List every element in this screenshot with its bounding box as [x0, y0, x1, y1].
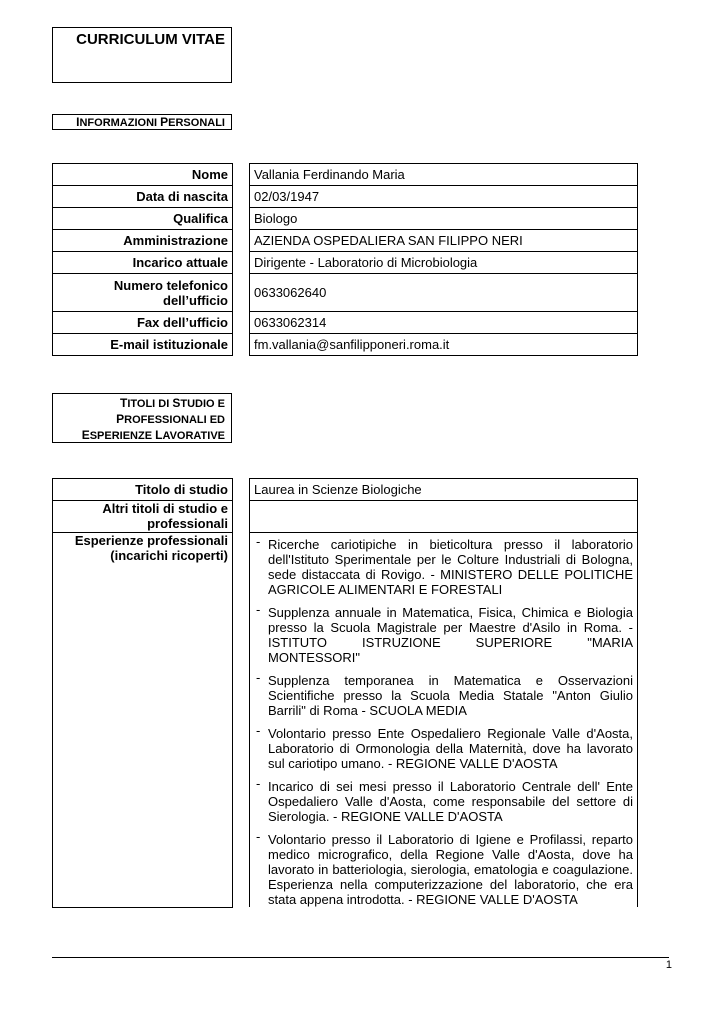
experience-text: Supplenza temporanea in Matematica e Osservazioni Scientifiche presso la Scuola Media Statale "Anton Giulio Barrili" di Roma - SCUOLA MEDIA: [268, 673, 633, 718]
field-label: E-mail istituzionale: [53, 334, 233, 356]
bullet-dash: -: [256, 723, 261, 738]
field-value: 0633062314: [250, 312, 638, 334]
field-label-line: (incarichi ricoperti): [110, 548, 228, 563]
sc-rest: ERSONALI: [168, 117, 225, 129]
field-value: Biologo: [250, 208, 638, 230]
field-label: [53, 533, 233, 908]
sc-cap: E: [81, 428, 90, 442]
sc-rest: DI: [155, 398, 173, 410]
section-personal-info-heading: [52, 114, 232, 130]
list-item: [254, 602, 633, 665]
sc-rest: AVORATIVE: [162, 430, 225, 442]
field-label-line: professionali: [147, 516, 228, 531]
sc-cap: P: [160, 115, 169, 129]
section-studies-heading: [52, 393, 232, 443]
experience-text: Volontario presso il Laboratorio di Igiene e Profilassi, reparto medico micrografico, della Regione Valle d'Aosta, dove ha lavorato in batteriologia, sierologia, ematologia e coagulazione. Esperienza nella computerizzazione del laboratorio, che era stata appena introdotta. - REGIONE VALLE D'AOSTA: [268, 832, 633, 907]
sc-cap: T: [119, 396, 128, 410]
sc-rest: TUDIO E: [180, 398, 225, 410]
table-row: [53, 312, 638, 334]
experience-list: [254, 533, 633, 907]
field-value: 0633062640: [250, 274, 638, 312]
list-item: [254, 534, 633, 597]
personal-info-table: [52, 163, 638, 356]
field-label: Incarico attuale: [53, 252, 233, 274]
field-label-line: dell’ufficio: [163, 292, 228, 308]
field-label: Titolo di studio: [53, 479, 233, 501]
sc-cap: S: [172, 396, 181, 410]
cv-title-box: [52, 27, 232, 83]
table-row: [53, 501, 638, 533]
table-row: [53, 274, 638, 312]
list-item: [254, 723, 633, 771]
studies-table: [52, 478, 638, 908]
sc-cap: P: [116, 412, 125, 426]
sc-rest: ROFESSIONALI ED: [124, 414, 225, 426]
field-label-line: Altri titoli di studio e: [102, 501, 228, 516]
sc-rest: ITOLI: [127, 398, 156, 410]
page-number: 1: [665, 959, 672, 971]
list-item: [254, 776, 633, 824]
experience-text: Incarico di sei mesi presso il Laboratorio Centrale dell' Ente Ospedaliero Valle d'Aosta, come responsabile del settore di Sierologia. - REGIONE VALLE D'AOSTA: [268, 779, 633, 824]
field-value: AZIENDA OSPEDALIERA SAN FILIPPO NERI: [250, 230, 638, 252]
field-label: Data di nascita: [53, 186, 233, 208]
table-row: [53, 334, 638, 356]
bullet-dash: -: [256, 602, 261, 617]
field-value: 02/03/1947: [250, 186, 638, 208]
field-value: Dirigente - Laboratorio di Microbiologia: [250, 252, 638, 274]
experience-text: Volontario presso Ente Ospedaliero Regionale Valle d'Aosta, Laboratorio di Ormonologia della Maternità, dove ha lavorato sul cariotipo umano. - REGIONE VALLE D'AOSTA: [268, 726, 633, 771]
table-row: [53, 252, 638, 274]
sc-cap: L: [155, 428, 163, 442]
table-row: [53, 230, 638, 252]
field-label: Nome: [53, 164, 233, 186]
field-value: fm.vallania@sanfilipponeri.roma.it: [250, 334, 638, 356]
table-row: [53, 186, 638, 208]
field-value: Laurea in Scienze Biologiche: [250, 479, 638, 501]
footer-rule: [52, 957, 669, 958]
list-item: [254, 670, 633, 718]
list-item: [254, 829, 633, 907]
table-row: [53, 533, 638, 908]
sc-cap: I: [76, 115, 80, 129]
table-row: [53, 164, 638, 186]
bullet-dash: -: [256, 776, 261, 791]
cv-title: CURRICULUM VITAE: [76, 31, 225, 48]
table-row: [53, 479, 638, 501]
table-row: [53, 208, 638, 230]
field-label-line: Esperienze professionali: [74, 533, 228, 548]
field-label: Fax dell’ufficio: [53, 312, 233, 334]
sc-rest: SPERIENZE: [89, 430, 156, 442]
field-label: Amministrazione: [53, 230, 233, 252]
field-label-line: Numero telefonico: [113, 277, 228, 293]
bullet-dash: -: [256, 670, 261, 685]
experience-text: Supplenza annuale in Matematica, Fisica, Chimica e Biologia presso la Scuola Magistrale per Maestre d'Asilo in Roma. - ISTITUTO ISTRUZIONE SUPERIORE "MARIA MONTESSORI": [268, 605, 633, 665]
bullet-dash: -: [256, 829, 261, 844]
bullet-dash: -: [256, 534, 261, 549]
sc-rest: NFORMAZIONI: [79, 117, 158, 129]
experiences-cell: [250, 533, 638, 908]
experience-text: Ricerche cariotipiche in bieticoltura presso il laboratorio dell'Istituto Sperimentale per le Colture Industriali di Bologna, sede distaccata di Rovigo. - MINISTERO DELLE POLITICHE AGRICOLE ALIMENTARI E FORESTALI: [268, 537, 633, 597]
field-value: Vallania Ferdinando Maria: [250, 164, 638, 186]
field-label: [53, 501, 233, 533]
field-label: [53, 274, 233, 312]
field-value: [250, 501, 638, 533]
field-label: Qualifica: [53, 208, 233, 230]
